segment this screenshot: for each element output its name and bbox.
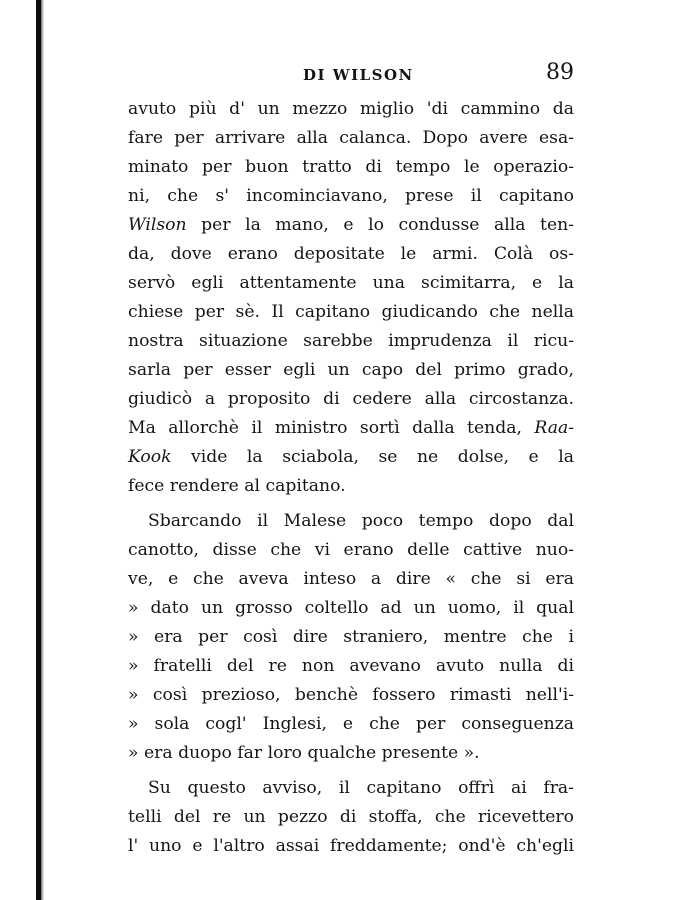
text-line: sarla per esser egli un capo del primo grado, (128, 360, 574, 380)
text-line: canotto, disse che vi erano delle cattive nuo- (128, 540, 574, 560)
text-line: » fratelli del re non avevano avuto nulla di (128, 656, 574, 676)
text-line (128, 414, 574, 443)
text-line: chiese per sè. Il capitano giudicando che nella (128, 302, 574, 322)
text-run: per la mano, e lo condusse alla ten- (201, 215, 574, 235)
italic-name-raa: Raa- (534, 418, 574, 438)
text-line: Su questo avviso, il capitano offrì ai fra- (148, 778, 574, 798)
running-title: DI WILSON (303, 66, 414, 84)
italic-name-wilson: Wilson (128, 215, 187, 235)
text-line: » era per così dire straniero, mentre che i (128, 627, 574, 647)
paragraph-2 (128, 507, 574, 768)
body-text (128, 95, 574, 861)
text-line: fare per arrivare alla calanca. Dopo avere esa- (128, 128, 574, 148)
text-line: l' uno e l'altro assai freddamente; ond'è ch'egli (128, 836, 574, 856)
text-line: ve, e che aveva inteso a dire « che si era (128, 569, 574, 589)
page-number: 89 (546, 60, 574, 85)
text-run: Ma allorchè il ministro sortì dalla tenda, (128, 418, 522, 438)
text-line: » dato un grosso coltello ad un uomo, il qual (128, 598, 574, 618)
text-line: » sola cogl' Inglesi, e che per conseguenza (128, 714, 574, 734)
text-line: » era duopo far loro qualche presente ». (128, 743, 480, 763)
text-line: minato per buon tratto di tempo le operazio- (128, 157, 574, 177)
text-line: giudicò a proposito di cedere alla circostanza. (128, 389, 574, 409)
running-head (128, 60, 574, 90)
page-binding-shadow (41, 0, 44, 900)
text-line: nostra situazione sarebbe imprudenza il ricu- (128, 331, 574, 351)
text-line: avuto più d' un mezzo miglio 'di cammino da (128, 99, 574, 119)
text-line (128, 443, 574, 472)
text-line: Sbarcando il Malese poco tempo dopo dal (148, 511, 574, 531)
text-line: fece rendere al capitano. (128, 476, 346, 496)
italic-name-kook: Kook (128, 447, 172, 467)
text-line: servò egli attentamente una scimitarra, e la (128, 273, 574, 293)
paragraph-1 (128, 95, 574, 501)
paragraph-3 (128, 774, 574, 861)
text-run: vide la sciabola, se ne dolse, e la (191, 447, 574, 467)
text-line (128, 211, 574, 240)
text-line: da, dove erano depositate le armi. Colà os- (128, 244, 574, 264)
text-line: ni, che s' incominciavano, prese il capitano (128, 186, 574, 206)
text-line: » così prezioso, benchè fossero rimasti nell'i- (128, 685, 574, 705)
text-line: telli del re un pezzo di stoffa, che ricevettero (128, 807, 574, 827)
